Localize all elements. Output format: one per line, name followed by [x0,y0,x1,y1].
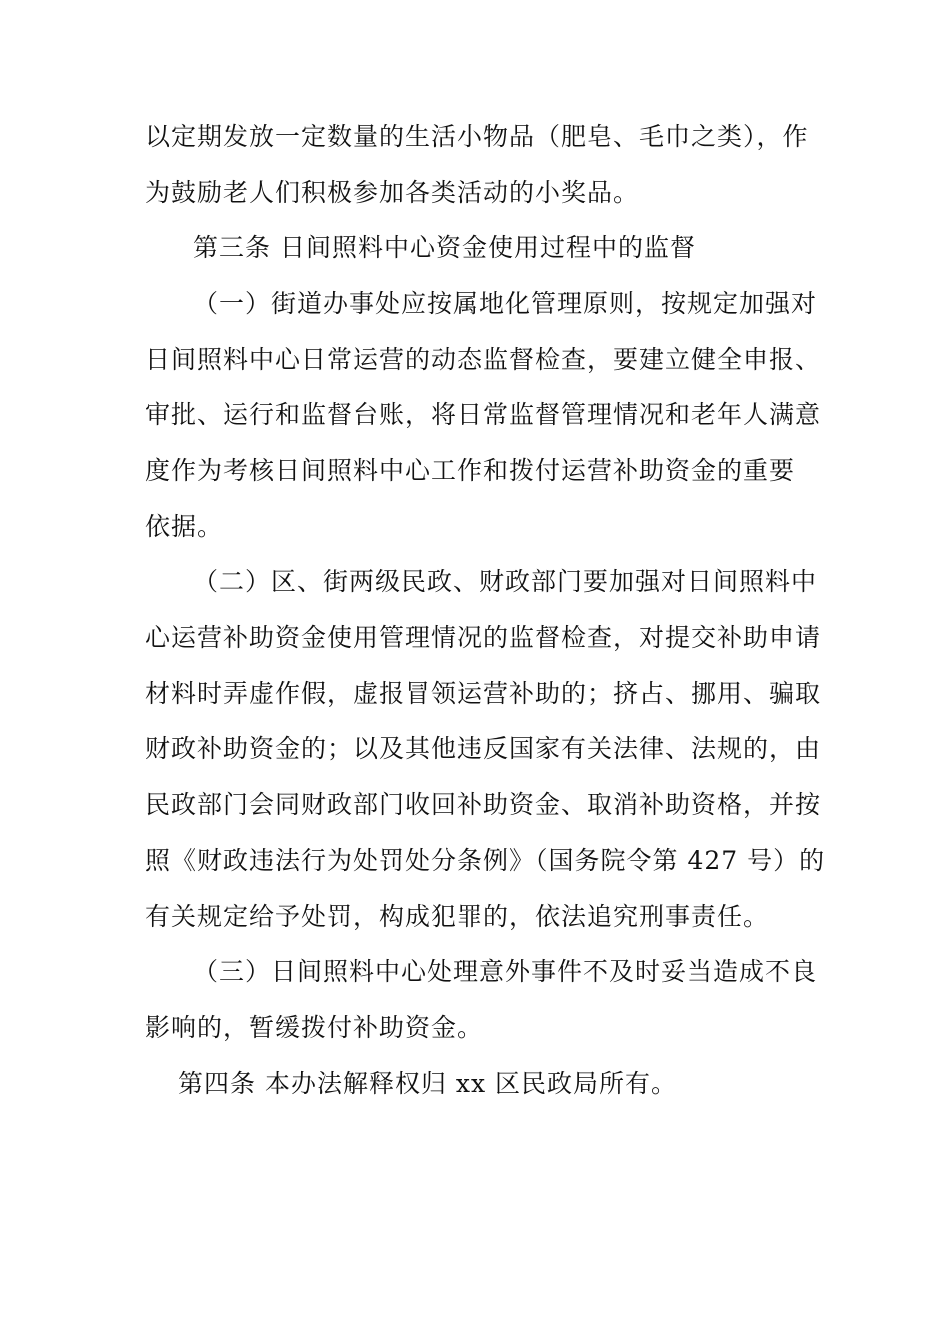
text-line: 民政部门会同财政部门收回补助资金、取消补助资格，并按 [145,790,822,819]
text-line: 审批、运行和监督台账，将日常监督管理情况和老年人满意 [145,400,822,429]
text-line: 为鼓励老人们积极参加各类活动的小奖品。 [145,178,640,207]
text-line: （一）街道办事处应按属地化管理原则，按规定加强对 [193,289,818,318]
text-line: （二）区、街两级民政、财政部门要加强对日间照料中 [193,567,818,596]
text-line: 有关规定给予处罚，构成犯罪的，依法追究刑事责任。 [145,902,770,931]
text-line: 材料时弄虚作假，虚报冒领运营补助的；挤占、挪用、骗取 [145,679,822,708]
text-line: 依据。 [145,512,224,541]
section-heading-article-4: 第四条 本办法解释权归 xx 区民政局所有。 [178,1069,678,1098]
section-heading-article-3: 第三条 日间照料中心资金使用过程中的监督 [193,233,696,262]
text-line: 财政补助资金的；以及其他违反国家有关法律、法规的，由 [145,734,822,763]
text-line: 心运营补助资金使用管理情况的监督检查，对提交补助申请 [145,623,822,652]
text-line: （三）日间照料中心处理意外事件不及时妥当造成不良 [193,957,818,986]
text-line: 以定期发放一定数量的生活小物品（肥皂、毛巾之类），作 [145,122,809,151]
text-line: 度作为考核日间照料中心工作和拨付运营补助资金的重要 [145,456,796,485]
text-line: 照《财政违法行为处罚处分条例》（国务院令第 427 号）的 [145,846,826,875]
text-line: 影响的，暂缓拨付补助资金。 [145,1013,484,1042]
text-line: 日间照料中心日常运营的动态监督检查，要建立健全申报、 [145,345,822,374]
